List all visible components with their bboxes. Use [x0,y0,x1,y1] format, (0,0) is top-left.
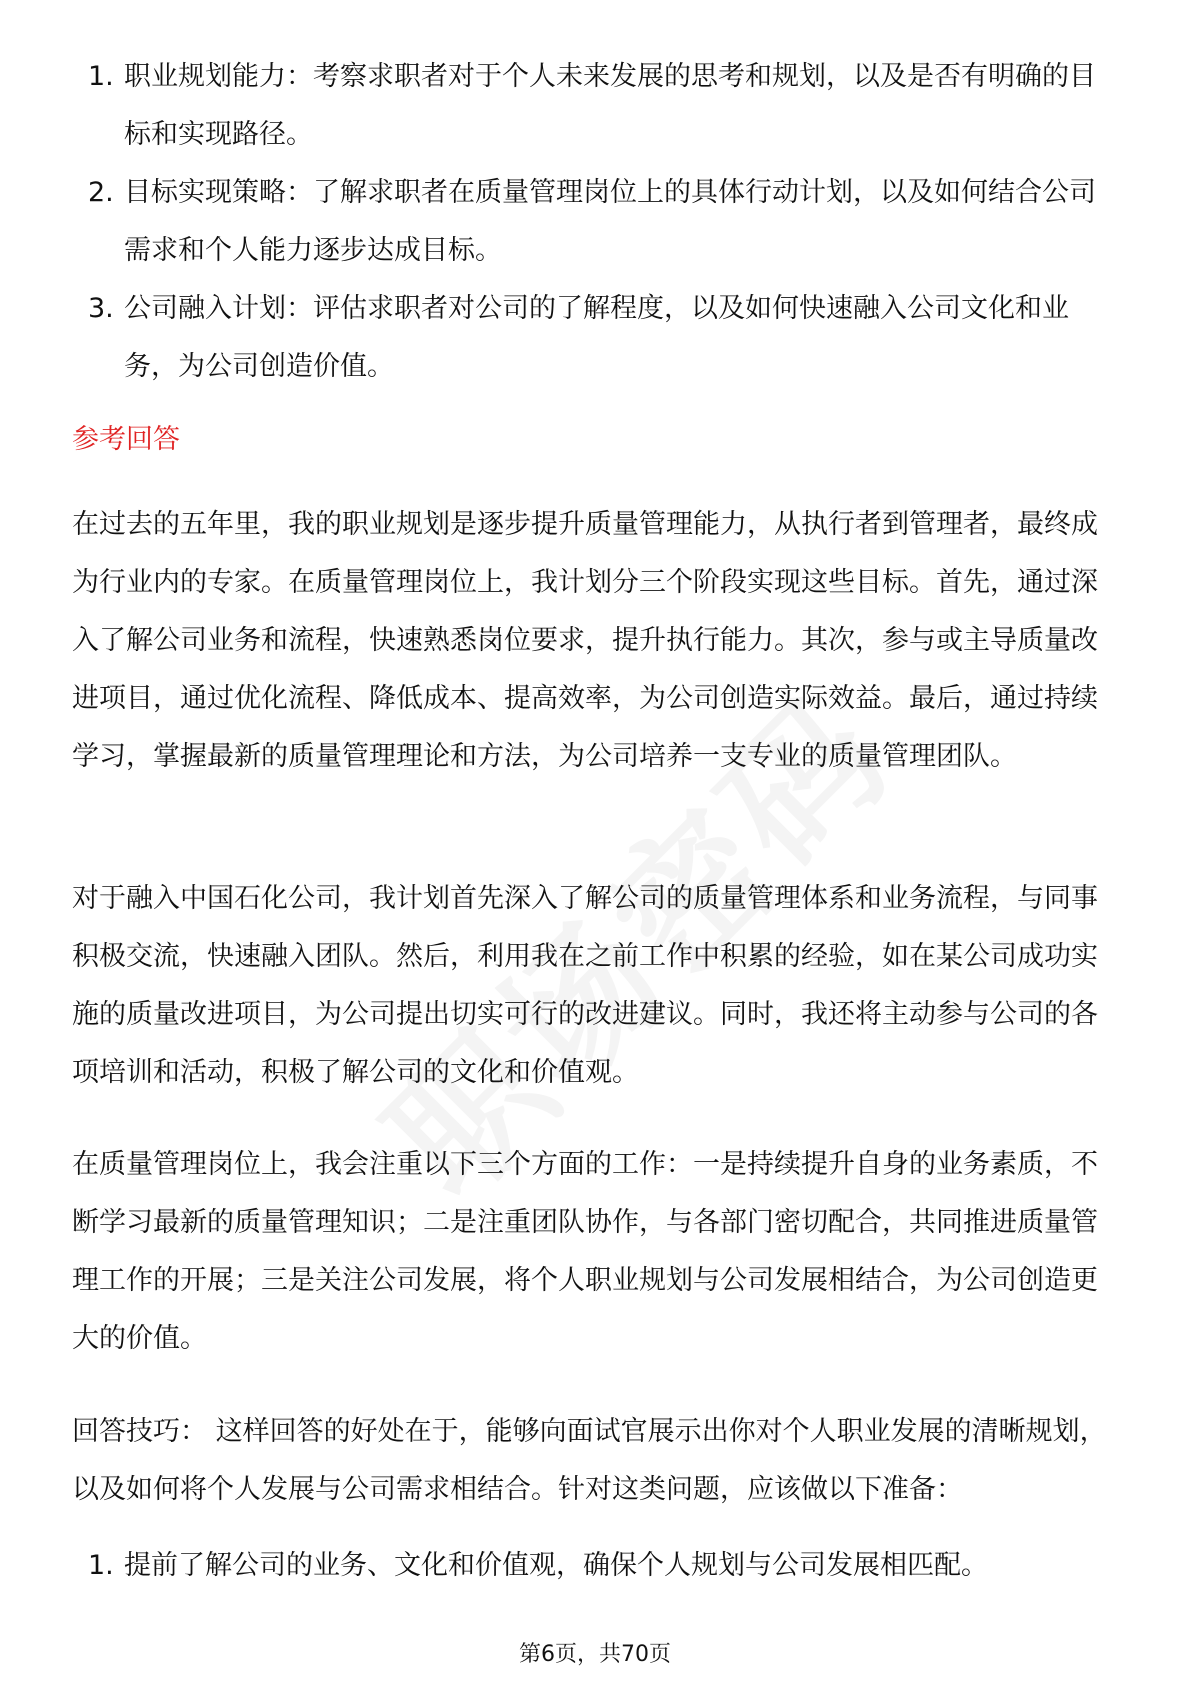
list-item [0,280,1106,396]
answer-heading: 参考回答 [72,424,180,455]
evaluation-points-list [0,48,1190,396]
list-item-text: 目标实现策略：了解求职者在质量管理岗位上的具体行动计划，以及如何结合公司需求和个人能力逐步达成目标。 [124,177,1096,266]
list-item-text: 公司融入计划：评估求职者对公司的了解程度，以及如何快速融入公司文化和业务，为公司创造价值。 [124,293,1069,382]
paragraph: 在质量管理岗位上，我会注重以下三个方面的工作：一是持续提升自身的业务素质，不断学习最新的质量管理知识；二是注重团队协作，与各部门密切配合，共同推进质量管理工作的开展；三是关注公司发展，将个人职业规划与公司发展相结合，为公司创造更大的价值。 [72,1149,1098,1354]
list-item [0,1537,1106,1595]
paragraph: 回答技巧： 这样回答的好处在于，能够向面试官展示出你对个人职业发展的清晰规划，以及如何将个人发展与公司需求相结合。针对这类问题，应该做以下准备： [72,1416,1107,1505]
list-number: 3. [88,293,114,324]
paragraph: 对于融入中国石化公司，我计划首先深入了解公司的质量管理体系和业务流程，与同事积极交流，快速融入团队。然后，利用我在之前工作中积累的经验，如在某公司成功实施的质量改进项目，为公司提出切实可行的改进建议。同时，我还将主动参与公司的各项培训和活动，积极了解公司的文化和价值观。 [72,883,1098,1088]
list-item-text: 提前了解公司的业务、文化和价值观，确保个人规划与公司发展相匹配。 [124,1550,988,1581]
list-number: 2. [88,177,114,208]
preparation-list [0,1537,1190,1595]
list-item [0,164,1106,280]
list-number: 1. [88,1550,114,1581]
page-number: 第6页，共70页 [519,1642,671,1667]
paragraph: 在过去的五年里，我的职业规划是逐步提升质量管理能力，从执行者到管理者，最终成为行业内的专家。在质量管理岗位上，我计划分三个阶段实现这些目标。首先，通过深入了解公司业务和流程，快速熟悉岗位要求，提升执行能力。其次，参与或主导质量改进项目，通过优化流程、降低成本、提高效率，为公司创造实际效益。最后，通过持续学习，掌握最新的质量管理理论和方法，为公司培养一支专业的质量管理团队。 [72,509,1098,772]
list-item [0,48,1106,164]
list-item-text: 职业规划能力：考察求职者对于个人未来发展的思考和规划，以及是否有明确的目标和实现路径。 [124,61,1096,150]
list-number: 1. [88,61,114,92]
